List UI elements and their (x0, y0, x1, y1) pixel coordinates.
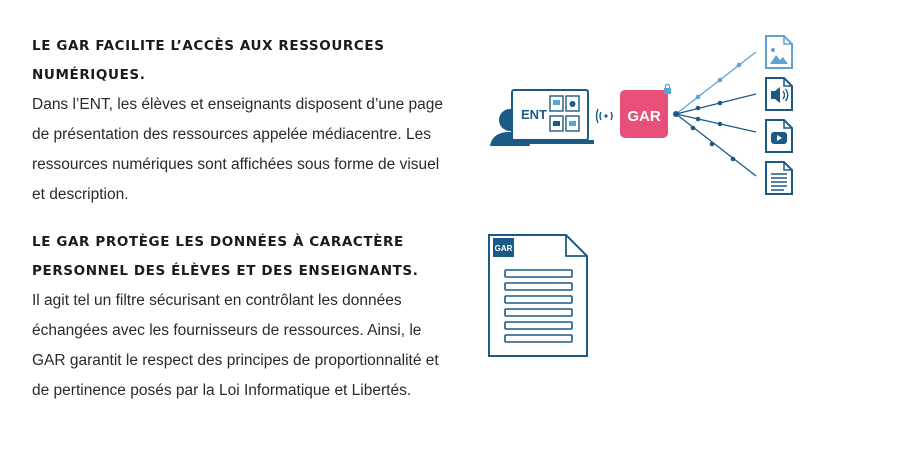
audio-file-icon (766, 78, 792, 110)
section-body-access: Dans l’ENT, les élèves et enseignants disposent d’une page de présentation des ressources appelée médiacentre. Les ressources numériques sont affichées sous forme de visuel et description. (32, 96, 444, 203)
section-body-protection: Il agit tel un filtre sécurisant en contrôlant les données échangées avec les fournisseurs de ressources. Ainsi, le GAR garantit le respect des principes de proportionnalité et de pertinence posés par la Loi Informatique et Libertés. (32, 292, 439, 399)
video-file-icon (766, 120, 792, 152)
gar-document-illustration (486, 232, 592, 360)
lock-icon (664, 84, 671, 94)
section-protection (32, 228, 452, 406)
gar-label: GAR (627, 108, 661, 125)
section-title-access: LE GAR FACILITE L’ACCÈS AUX RESSOURCES NUMÉRIQUES. (32, 38, 385, 83)
gar-flow-illustration (488, 28, 808, 198)
wireless-icon (597, 109, 613, 123)
section-title-protection: LE GAR PROTÈGE LES DONNÉES À CARACTÈRE PERSONNEL DES ÉLÈVES ET DES ENSEIGNANTS. (32, 234, 419, 279)
section-access (32, 32, 452, 210)
doc-badge-label: GAR (494, 244, 513, 253)
network-lines (676, 52, 756, 176)
gar-box (620, 84, 671, 138)
image-file-icon (766, 36, 792, 68)
ent-label: ENT (521, 107, 547, 122)
text-file-icon (766, 162, 792, 194)
gar-badge (493, 238, 514, 257)
